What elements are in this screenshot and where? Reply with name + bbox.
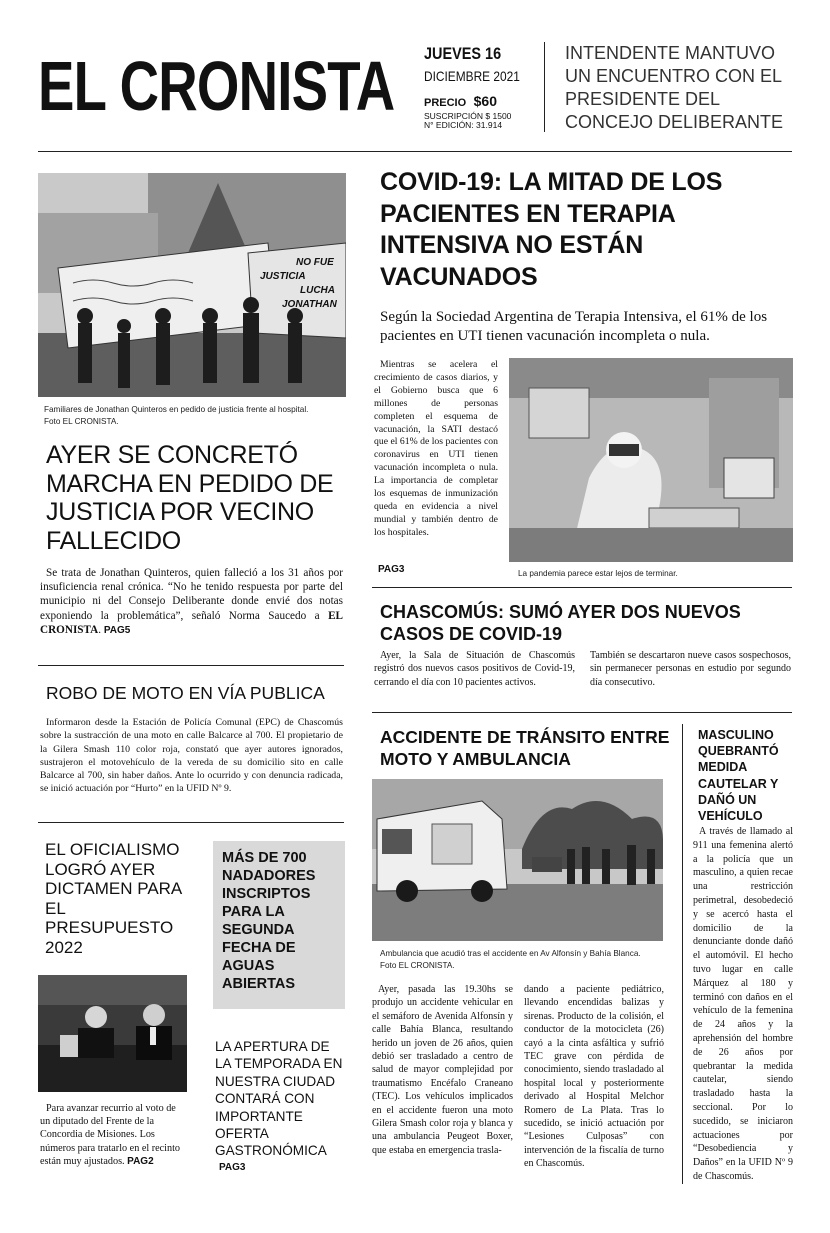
banner-text-1: NO FUE — [296, 257, 334, 268]
robo-headline: ROBO DE MOTO EN VÍA PUBLICA — [46, 683, 325, 703]
covid-headline: COVID-19: LA MITAD DE LOS PACIENTES EN TERAPIA INTENSIVA NO ESTÁN VACUNADOS — [380, 168, 723, 291]
march-body-text: Se trata de Jonathan Quinteros, quien falleció a los 31 años por insuficiencia renal crónica. “No he tenido respuesta por parte del municipio ni del Consejo Deliberante donde envié dos notas exponiendo la problemática”, señaló Norma Saucedo a — [40, 567, 343, 622]
accidente-col1-text: Ayer, pasada las 19.30hs se produjo un accidente vehicular en el semáforo de Avenida Alfonsín y calle Bahía Blanca, resultando herido un joven de 26 años, quien debió ser trasladado a centro de salud de mayor complejidad por traumatismo Encéfalo Craneano (TEC). Los vehículos implicados en el accidente fueron una moto Gilera Smash color roja y blanca y una ambulancia Peugeot Boxer, que estaba en emergencia trasla- — [372, 984, 513, 1156]
price-label: PRECIO — [424, 97, 467, 109]
masthead-divider — [544, 42, 545, 132]
temporada-headline: LA APERTURA DE LA TEMPORADA EN NUESTRA CIUDAD CONTARÁ CON IMPORTANTE OFERTA GASTRONÓMICA — [215, 1039, 343, 1159]
masthead-title: EL CRONISTA — [38, 47, 395, 125]
accidente-col1 — [372, 983, 513, 1157]
march-pag: PAG5 — [103, 624, 131, 636]
oficialismo-headline: EL OFICIALISMO LOGRÓ AYER DICTAMEN PARA EL PRESUPUESTO 2022 — [45, 840, 182, 957]
right-rule-1 — [372, 587, 792, 588]
accidente-photo-illustration — [372, 779, 663, 941]
right-rule-2 — [372, 712, 792, 713]
covid-caption: La pandemia parece estar lejos de terminar. — [518, 569, 678, 578]
subscription: SUSCRIPCIÓN $ 1500 — [424, 111, 512, 121]
robo-body-text: Informaron desde la Estación de Policía Comunal (EPC) de Chascomús sobre la sustracción de una moto en calle Balcarce al 700. El propietario de la Gilera Smash 110 color roja, constató que ayer autores ignorados, sustrajeron el motovehículo de la vereda de su domicilio sito en calle Balcarce al 700, sin haber daños. Ante lo ocurrido y con denuncia radicada, se inició actuación por “Hurto” en la UFID Nº 9. — [40, 717, 343, 795]
oficialismo-photo — [38, 975, 187, 1092]
march-body-paper: EL CRONISTA — [40, 609, 343, 636]
issue-date: DICIEMBRE 2021 — [424, 68, 520, 84]
oficialismo-body — [40, 1102, 187, 1168]
march-caption: Familiares de Jonathan Quinteros en pedido de justicia frente al hospital. Foto EL CRONISTA. — [44, 405, 309, 426]
issue-day: JUEVES 16 — [424, 44, 502, 63]
accidente-col2 — [524, 983, 664, 1171]
banner-text-2: JUSTICIA — [260, 271, 306, 282]
accidente-photo — [372, 779, 663, 941]
covid-pag: PAG3 — [378, 564, 405, 575]
price-value: $60 — [473, 93, 497, 109]
covid-body-text: Mientras se acelera el crecimiento de casos diarios, y el Gobierno busca que 6 millones de personas completen el esquema de vacunación, la SATI destacó que el 61% de los pacientes con coronavirus en UTI tienen vacunación incompleta o nula. La importancia de completar los esquemas de inmunización queda en evidencia a nivel mundial y también dentro de los hospitales. — [374, 359, 498, 538]
price — [424, 93, 497, 111]
march-body: Se trata de Jonathan Quinteros, quien falleció a los 31 años por insuficiencia renal crónica. “No he tenido respuesta por parte del municipio ni del Consejo Deliberante donde envié dos notas exponiendo la problemática”, señaló Norma Saucedo a EL CRONISTA. PAG5 — [40, 567, 343, 636]
nadadores-headline: MÁS DE 700 NADADORES INSCRIPTOS PARA LA SEGUNDA FECHA DE AGUAS ABIERTAS — [222, 850, 316, 992]
left-rule-2 — [38, 822, 344, 823]
chascomus-col2 — [590, 649, 791, 689]
masculino-body — [693, 825, 793, 1184]
left-rule-1 — [38, 665, 344, 666]
masculino-headline: MASCULINO QUEBRANTÓ MEDIDA CAUTELAR Y DAÑÓ UN VEHÍCULO — [698, 728, 779, 824]
march-headline: AYER SE CONCRETÓ MARCHA EN PEDIDO DE JUSTICIA POR VECINO FALLECIDO — [46, 441, 334, 555]
march-photo — [38, 173, 346, 397]
chascomus-col1 — [374, 649, 575, 689]
edition: N° EDICIÓN: 31.914 — [424, 120, 503, 130]
right-col-divider — [682, 724, 683, 1184]
oficialismo-pag: PAG2 — [127, 1155, 154, 1167]
robo-body — [40, 716, 343, 796]
banner-text-3: LUCHA — [300, 285, 335, 296]
covid-subhead: Según la Sociedad Argentina de Terapia Intensiva, el 61% de los pacientes en UTI tienen vacunación incompleta o nula. — [380, 309, 768, 344]
oficialismo-photo-illustration — [38, 975, 187, 1092]
covid-body — [374, 359, 498, 540]
banner-text-4: JONATHAN — [282, 299, 337, 310]
masthead-rule — [38, 151, 792, 152]
accidente-col2-text: dando a paciente pediátrico, llevando encendidas balizas y sirenas. Producto de la colisión, el conductor de la motocicleta (26) cayó a la cinta asfáltica y sufrió TEC grave con pérdida de conocimiento, siendo trasladado al hospital local y posteriormente derivado al Hospital Melchor Romero de La Plata. Tras lo sucedido, se inició actuación por “Lesiones Culposas” con intervención de la fiscalía de turno en Chascomús. — [524, 984, 664, 1170]
accidente-headline: ACCIDENTE DE TRÁNSITO ENTRE MOTO Y AMBULANCIA — [380, 727, 670, 769]
masthead-teaser: INTENDENTE MANTUVO UN ENCUENTRO CON EL PRESIDENTE DEL CONCEJO DELIBERANTE — [565, 43, 784, 132]
covid-photo-illustration — [509, 358, 793, 562]
masculino-body-text: A través de llamado al 911 una femenina alertó a la policía que un masculino, a quien recae una restricción perimetral, desobedeció y se acercó hasta el domicilio de la denunciante donde dañó el automóvil. El hecho tuvo lugar en calle Márquez al 180 y terminó con daños en el vehículo de la femenina de 24 años y la aprehensión del hombre de 26 años por quebrantar la medida cautelar, siendo trasladado hasta la seccional. Por lo sucedido, se iniciaron actuaciones por “Desobediencia y Daños” en la UFID Nº 9 de Chascomús. — [693, 826, 793, 1182]
accidente-caption: Ambulancia que acudió tras el accidente en Av Alfonsín y Bahía Blanca. Foto EL CRONISTA. — [380, 949, 641, 970]
chascomus-col2-text: También se descartaron nueve casos sospechosos, sin permanecer personas en estudio por segundo día consecutivo. — [590, 650, 791, 688]
chascomus-col1-text: Ayer, la Sala de Situación de Chascomús registró dos nuevos casos positivos de Covid-19, cerrando el día con 10 pacientes activos. — [374, 650, 575, 688]
covid-photo — [509, 358, 793, 562]
temporada-pag: PAG3 — [219, 1162, 246, 1173]
oficialismo-body-text: Para avanzar recurrio al voto de un diputado del Frente de la Concordia de Misiones. Los números para tratarlo en el recinto están muy ajustados. — [40, 1103, 181, 1167]
chascomus-headline: CHASCOMÚS: SUMÓ AYER DOS NUEVOS CASOS DE COVID-19 — [380, 602, 741, 644]
